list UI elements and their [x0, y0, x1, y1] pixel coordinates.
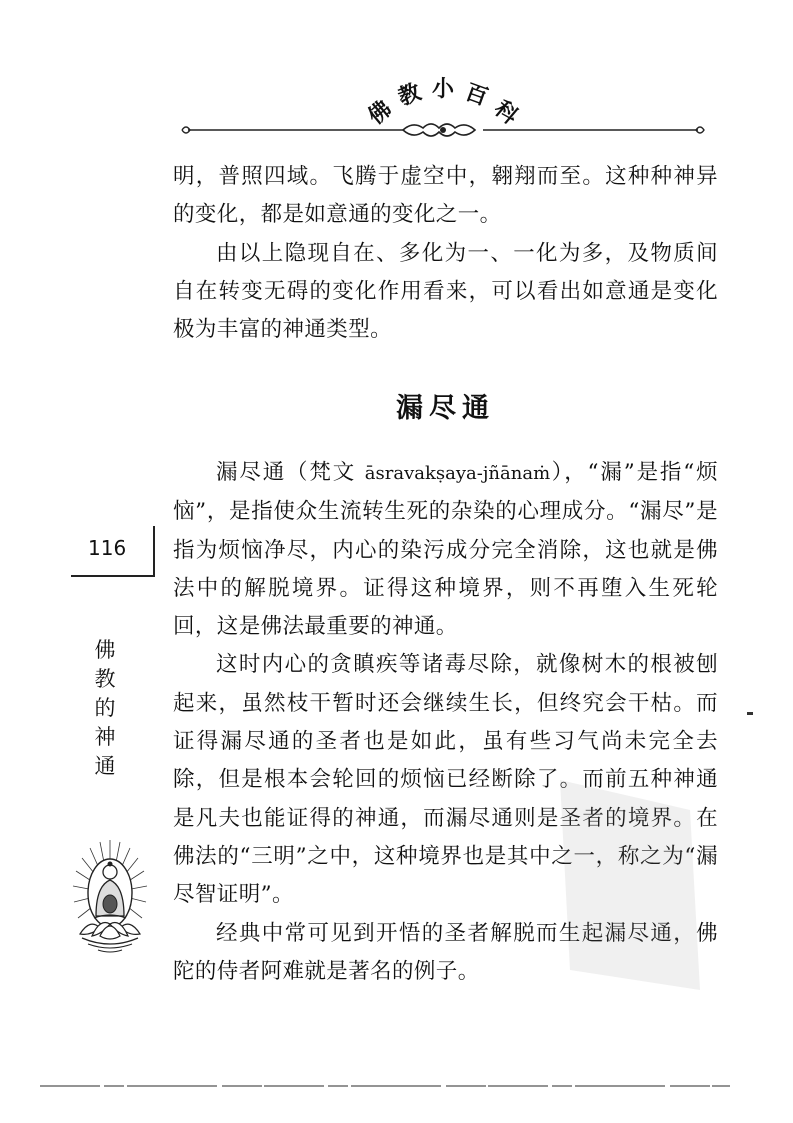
- footer-rule: [40, 1083, 730, 1089]
- page-number: 116: [88, 536, 127, 560]
- continued-text: [173, 158, 718, 349]
- paragraph: 由以上隐现自在、多化为一、一化为多，及物质间自在转变无碍的变化作用看来，可以看出如意通是变化极为丰富的神通类型。: [173, 240, 718, 343]
- running-header: [0, 0, 793, 150]
- margin-divider: [153, 526, 155, 576]
- paragraph: 经典中常可见到开悟的圣者解脱而生起漏尽通，佛陀的侍者阿难就是著名的例子。: [173, 920, 718, 984]
- margin-divider: [71, 575, 155, 577]
- paragraph: 明，普照四域。飞腾于虚空中，翱翔而至。这种种神异的变化，都是如意通的变化之一。: [173, 164, 718, 228]
- book-title-char: 的: [94, 696, 116, 720]
- ornamental-divider: [178, 120, 708, 140]
- watermark-icon: [540, 770, 710, 1000]
- series-title-char: 科: [489, 96, 523, 130]
- book-title-vertical: [90, 636, 120, 781]
- book-title-char: 佛: [94, 638, 116, 662]
- sanskrit-term: āsravakṣaya-jñānaṁ: [364, 463, 551, 484]
- text-run: ），“漏”是指“烦恼”，是指使众生流转生死的杂染的心理成分。“漏尽”是指为烦恼净尽，内心的染污成分完全消除，这也就是佛法中的解脱境界。证得这种境界，则不再堕入生死轮回，这是佛法最重要的神通。: [173, 460, 719, 640]
- series-title-char: 小: [432, 77, 455, 102]
- paragraph: 这时内心的贪瞋疾等诸毒尽除，就像树木的根被刨起来，虽然枝干暂时还会继续生长，但终究会干枯。而证得漏尽通的圣者也是如此，虽有些习气尚未完全去除，但是根本会轮回的烦恼已经断除了。而前五种神通是凡夫也能证得的神通，而漏尽通则是圣者的境界。在佛法的“三明”之中，这种境界也是其中之一，称之为“漏尽智证明”。: [173, 652, 718, 908]
- section-heading: 漏尽通: [396, 393, 495, 424]
- scan-artifact: [747, 712, 753, 715]
- text-run: 漏尽通（梵文: [216, 460, 365, 485]
- series-title-char: 教: [395, 79, 425, 111]
- series-title-char: 佛: [363, 96, 397, 130]
- book-title-char: 神: [94, 725, 116, 749]
- buddha-icon: [70, 838, 150, 968]
- book-title-char: 教: [94, 667, 116, 691]
- series-title-char: 百: [461, 79, 491, 111]
- paragraph: [173, 454, 718, 646]
- book-title-char: 通: [94, 754, 116, 778]
- series-title: [0, 0, 793, 130]
